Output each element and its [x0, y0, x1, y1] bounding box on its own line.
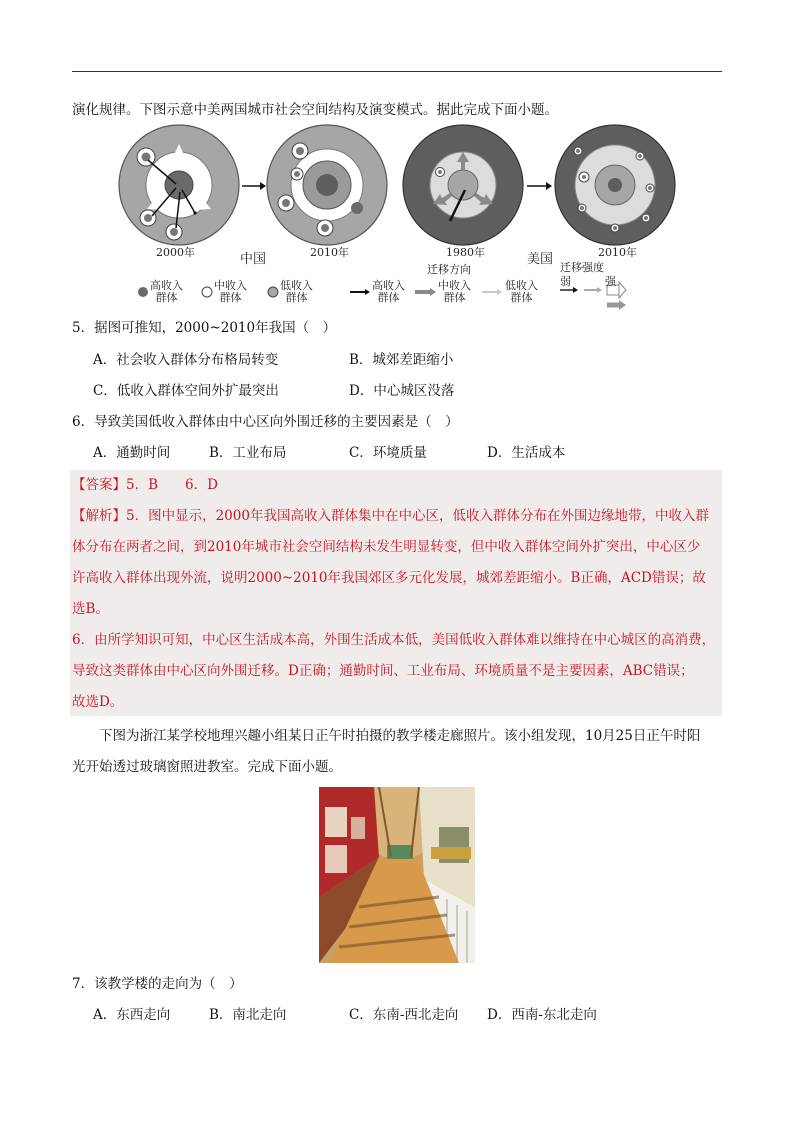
legend-arrow-low — [482, 289, 502, 295]
legend-arrow-mid-label: 中收入 群体 — [438, 279, 471, 304]
legend-arrow-mid — [415, 288, 436, 296]
usa-1980-diagram — [403, 125, 523, 245]
analysis-line-4: 选B。 — [72, 601, 109, 617]
analysis-line-2: 体分布在两者之间，到2010年城市社会空间结构未发生明显转变，但中收入群体空间外扩突出，中心区少 — [72, 539, 701, 555]
passage2-line-2: 光开始透过玻璃窗照进教室。完成下面小题。 — [72, 759, 342, 775]
year-usa-2010: 2010年 — [598, 246, 637, 259]
migration-direction-label: 迁移方向 — [427, 263, 471, 276]
china-2000-diagram — [119, 125, 239, 245]
analysis-line-6: 导致这类群体由中心区向外围迁移。D正确；通勤时间、工业布局、环境质量不是主要因素，ABC错误； — [72, 663, 694, 679]
q7-option-b: B．南北走向 — [209, 1007, 287, 1023]
usa-2010-diagram — [555, 125, 675, 245]
analysis-line-3: 许高收入群体出现外流，说明2000~2010年我国郊区多元化发展，城郊差距缩小。B正确，ACD错误；故 — [72, 570, 706, 586]
legend-low-dot — [268, 287, 278, 297]
q6-option-c: C．环境质量 — [349, 445, 427, 461]
q7-option-c: C．东南-西北走向 — [349, 1007, 459, 1023]
q6-stem: 6．导致美国低收入群体由中心区向外围迁移的主要因素是（ ） — [72, 414, 459, 430]
legend-mid-label: 中收入 群体 — [214, 279, 247, 304]
analysis-line-5: 6．由所学知识可知，中心区生活成本高，外围生活成本低，美国低收入群体难以维持在中心城区的高消费， — [72, 632, 716, 648]
migration-strength-label: 迁移强度 — [560, 261, 604, 274]
country-china: 中国 — [240, 252, 267, 267]
legend-arrow-high-label: 高收入 群体 — [372, 279, 405, 304]
country-usa: 美国 — [527, 252, 554, 267]
q6-option-b: B．工业布局 — [209, 445, 287, 461]
analysis-line-7: 故选D。 — [72, 694, 124, 710]
q6-option-d: D．生活成本 — [487, 445, 566, 461]
legend-high-dot — [138, 287, 148, 297]
year-china-2010: 2010年 — [310, 246, 349, 259]
q7-option-a: A．东西走向 — [93, 1007, 171, 1023]
intro-text: 演化规律。下图示意中美两国城市社会空间结构及演变模式。据此完成下面小题。 — [72, 102, 558, 118]
q5-option-b: B．城郊差距缩小 — [349, 352, 454, 368]
q5-option-a: A．社会收入群体分布格局转变 — [93, 352, 279, 368]
q7-stem: 7．该教学楼的走向为（ ） — [72, 976, 243, 992]
legend-low-label: 低收入 群体 — [280, 279, 313, 304]
q5-option-d: D．中心城区没落 — [349, 383, 455, 399]
passage2-line-1: 下图为浙江某学校地理兴趣小组某日正午时拍摄的教学楼走廊照片。该小组发现，10月25日正午时阳 — [72, 728, 701, 744]
year-china-2000: 2000年 — [156, 246, 195, 259]
legend-arrow-high — [350, 289, 370, 295]
corridor-photo — [319, 787, 475, 963]
q5-option-c: C．低收入群体空间外扩最突出 — [93, 383, 279, 399]
china-2010-diagram — [267, 125, 387, 245]
q6-option-a: A．通勤时间 — [93, 445, 171, 461]
strong-label: 强 — [605, 275, 616, 288]
header-rule — [72, 71, 722, 72]
answer-line: 【答案】5．B 6．D — [72, 477, 218, 493]
year-usa-1980: 1980年 — [446, 246, 485, 259]
q5-stem: 5．据图可推知，2000~2010年我国（ ） — [72, 320, 337, 336]
legend-arrow-low-label: 低收入 群体 — [505, 279, 538, 304]
analysis-line-1: 【解析】5．图中显示，2000年我国高收入群体集中在中心区，低收入群体分布在外围边缘地带，中收入群 — [72, 508, 709, 524]
weak-label: 弱 — [560, 275, 571, 288]
legend-mid-dot — [202, 287, 212, 297]
legend-high-label: 高收入 群体 — [150, 279, 183, 304]
q7-option-d: D．西南-东北走向 — [487, 1007, 597, 1023]
